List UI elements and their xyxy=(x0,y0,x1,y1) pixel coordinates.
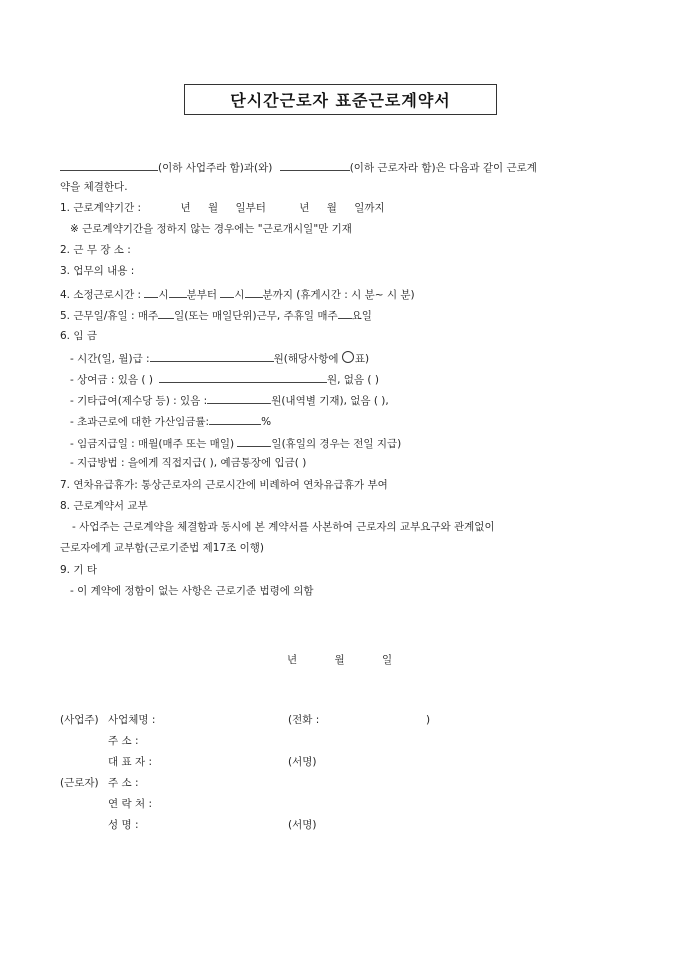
bonus-amount-blank[interactable] xyxy=(159,371,327,383)
circle-mark-icon xyxy=(342,351,354,363)
payday-suffix: 일(휴일의 경우는 전일 지급) xyxy=(271,438,402,450)
wage-amount-blank[interactable] xyxy=(150,350,274,362)
item1-year-start: 년 xyxy=(180,202,191,214)
wage-suffix: 원(해당사항에 xyxy=(273,353,339,365)
overtime-rate-blank[interactable] xyxy=(209,413,261,425)
item4-label: 4. 소정근로시간 : xyxy=(60,289,142,301)
worker-name-blank[interactable] xyxy=(280,159,350,171)
item8-text-line-1: - 사업주는 근로계약을 체결함과 동시에 본 계약서를 사본하여 근로자의 교부요구와 관계없이 xyxy=(72,521,495,533)
start-hour-blank[interactable] xyxy=(144,286,158,298)
contract-date xyxy=(287,652,392,667)
intro-line-2: 약을 체결한다. xyxy=(60,181,128,193)
bonus-suffix: 원, 없음 ( ) xyxy=(326,374,379,386)
item8-label: 8. 근로계약서 교부 xyxy=(60,500,148,512)
item6-hourly-wage xyxy=(70,350,369,366)
other-suffix: 원(내역별 기재), 없음 ( ), xyxy=(271,395,389,407)
employer-signature[interactable]: (서명) xyxy=(288,756,317,768)
employer-address-label: 주 소 : xyxy=(108,735,139,747)
payday-blank[interactable] xyxy=(237,435,271,447)
worker-name-label: 성 명 : xyxy=(108,819,139,831)
bonus-prefix: - 상여금 : 있음 ( ) xyxy=(70,374,153,386)
item9-label: 9. 기 타 xyxy=(60,564,97,576)
contact-label: 연 락 처 : xyxy=(108,798,152,810)
workdays-blank[interactable] xyxy=(158,307,174,319)
item2-workplace: 2. 근 무 장 소 : xyxy=(60,244,131,256)
item1-month-end: 월 xyxy=(326,202,337,214)
overtime-prefix: - 초과근로에 대한 가산임금률: xyxy=(70,416,210,428)
phone-label: (전화 : xyxy=(288,714,320,726)
item5-label: 5. 근무일/휴일 : 매주 xyxy=(60,310,159,322)
item1-year-end: 년 xyxy=(299,202,310,214)
item6-payment-method: - 지급방법 : 을에게 직접지급( ), 예금통장에 입금( ) xyxy=(70,457,307,469)
item4-hour-2: 시 xyxy=(234,289,245,301)
end-minute-blank[interactable] xyxy=(245,286,263,298)
intro-line-1 xyxy=(60,159,537,175)
item9-text: - 이 계약에 정함이 없는 사항은 근로기준 법령에 의함 xyxy=(70,585,314,597)
item4-minute-from: 분부터 xyxy=(186,289,218,301)
item8-text-line-2: 근로자에게 교부함(근로기준법 제17조 이행) xyxy=(60,542,264,554)
item1-day-until: 일까지 xyxy=(354,202,385,214)
date-day: 일 xyxy=(382,654,393,666)
phone-close: ) xyxy=(426,714,431,726)
item6-overtime-rate xyxy=(70,413,271,429)
employer-name-blank[interactable] xyxy=(60,159,158,171)
employer-tag: (사업주) xyxy=(60,714,99,726)
date-year: 년 xyxy=(287,654,298,666)
item4-working-hours xyxy=(60,286,415,302)
ceo-label: 대 표 자 : xyxy=(108,756,152,768)
wage-prefix: - 시간(일, 월)급 : xyxy=(70,353,150,365)
worker-tag: (근로자) xyxy=(60,777,99,789)
weekly-holiday-blank[interactable] xyxy=(338,307,352,319)
company-name-label: 사업체명 : xyxy=(108,714,156,726)
item1-contract-period xyxy=(60,201,385,215)
document-title: 단시간근로자 표준근로계약서 xyxy=(184,84,497,115)
item5-workdays xyxy=(60,307,372,323)
item6-payday xyxy=(70,435,401,451)
item7-annual-leave: 7. 연차유급휴가: 통상근로자의 근로시간에 비례하여 연차유급휴가 부여 xyxy=(60,479,388,491)
item5-days: 일(또는 매일단위)근무, 주휴일 매주 xyxy=(174,310,338,322)
date-month: 월 xyxy=(334,654,345,666)
other-prefix: - 기타급여(제수당 등) : 있음 : xyxy=(70,395,208,407)
worker-address-label: 주 소 : xyxy=(108,777,139,789)
item6-other-allowance xyxy=(70,392,389,408)
wage-mark-text: 표) xyxy=(354,353,370,365)
item5-weekday: 요일 xyxy=(351,310,372,322)
item3-job-description: 3. 업무의 내용 : xyxy=(60,265,135,277)
item1-month-start: 월 xyxy=(207,202,219,214)
item4-minute-until: 분까지 (휴게시간 : 시 분~ 시 분) xyxy=(262,289,415,301)
item4-hour-1: 시 xyxy=(158,289,169,301)
payday-prefix: - 임금지급일 : 매월(매주 또는 매일) xyxy=(70,438,235,450)
worker-signature[interactable]: (서명) xyxy=(288,819,317,831)
item6-wage-heading: 6. 임 금 xyxy=(60,330,97,342)
overtime-suffix: % xyxy=(261,416,272,428)
other-amount-blank[interactable] xyxy=(207,392,271,404)
intro-part1: (이하 사업주라 함)과(와) xyxy=(158,162,273,174)
intro-part2: (이하 근로자라 함)은 다음과 같이 근로계 xyxy=(349,162,537,174)
item1-note: ※ 근로계약기간을 정하지 않는 경우에는 "근로개시일"만 기재 xyxy=(70,223,352,235)
item6-bonus xyxy=(70,371,379,387)
item1-label: 1. 근로계약기간 : xyxy=(60,202,142,214)
start-minute-blank[interactable] xyxy=(169,286,187,298)
item1-day-from: 일부터 xyxy=(235,202,266,214)
end-hour-blank[interactable] xyxy=(220,286,234,298)
